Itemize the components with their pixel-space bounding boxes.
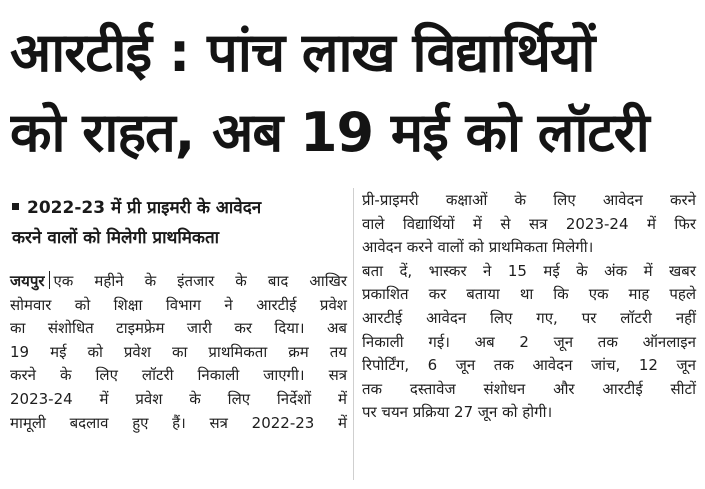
article-line: सोमवार को शिक्षा विभाग ने आरटीई प्रवेश [10,295,347,314]
article-line: तक दस्तावेज संशोधन और आरटीई सीटों [362,379,696,398]
article-line: 19 मई को प्रवेश का प्राथमिकता क्रम तय [10,342,347,361]
bullet-square-icon [12,203,19,210]
subheadline-line-1 [12,193,347,223]
article-line: पर चयन प्रक्रिया 27 जून को होगी। [362,403,553,422]
article-line: प्री-प्राइमरी कक्षाओं के लिए आवेदन करने [362,191,696,209]
article-line: 2023-24 में प्रवेश के लिए निर्देशों में [10,389,347,408]
article-line: वाले विद्यार्थियों में से सत्र 2023-24 में फिर [362,214,696,233]
dateline-separator [49,271,50,289]
article-line [10,270,347,294]
article-line-text: एक महीने के इंतजार के बाद आखिर [53,272,347,290]
article-line: रिपोर्टिंग, 6 जून तक आवेदन जांच, 12 जून [362,356,696,375]
column-divider [353,188,354,480]
article-line: आवेदन करने वालों को प्राथमिकता मिलेगी। [362,238,594,257]
article-line: मामूली बदलाव हुए हैं। सत्र 2022-23 में [10,413,347,432]
article-line: आरटीई आवेदन लिए गए, पर लॉटरी नहीं [362,308,696,327]
article-column-left [10,270,347,435]
headline-line-2: को राहत, अब 19 मई को लॉटरी [10,101,649,164]
article-column-right [362,189,696,425]
dateline: जयपुर [10,272,45,290]
article-line: निकाली गई। अब 2 जून तक ऑनलाइन [362,332,696,351]
headline-line-1: आरटीई : पांच लाख विद्यार्थियों [10,21,595,84]
article-line: करने के लिए लॉटरी निकाली जाएगी। सत्र [10,366,347,385]
subheadline-line-2: करने वालों को मिलेगी प्राथमिकता [12,228,220,248]
subheadline-text-1: 2022-23 में प्री प्राइमरी के आवेदन [27,198,262,218]
article-line: प्रकाशित कर बताया था कि एक माह पहले [362,285,696,304]
article-line: का संशोधित टाइमफ्रेम जारी कर दिया। अब [10,319,347,338]
subheadline [12,193,347,253]
article-line: बता दें, भास्कर ने 15 मई के अंक में खबर [362,261,696,280]
